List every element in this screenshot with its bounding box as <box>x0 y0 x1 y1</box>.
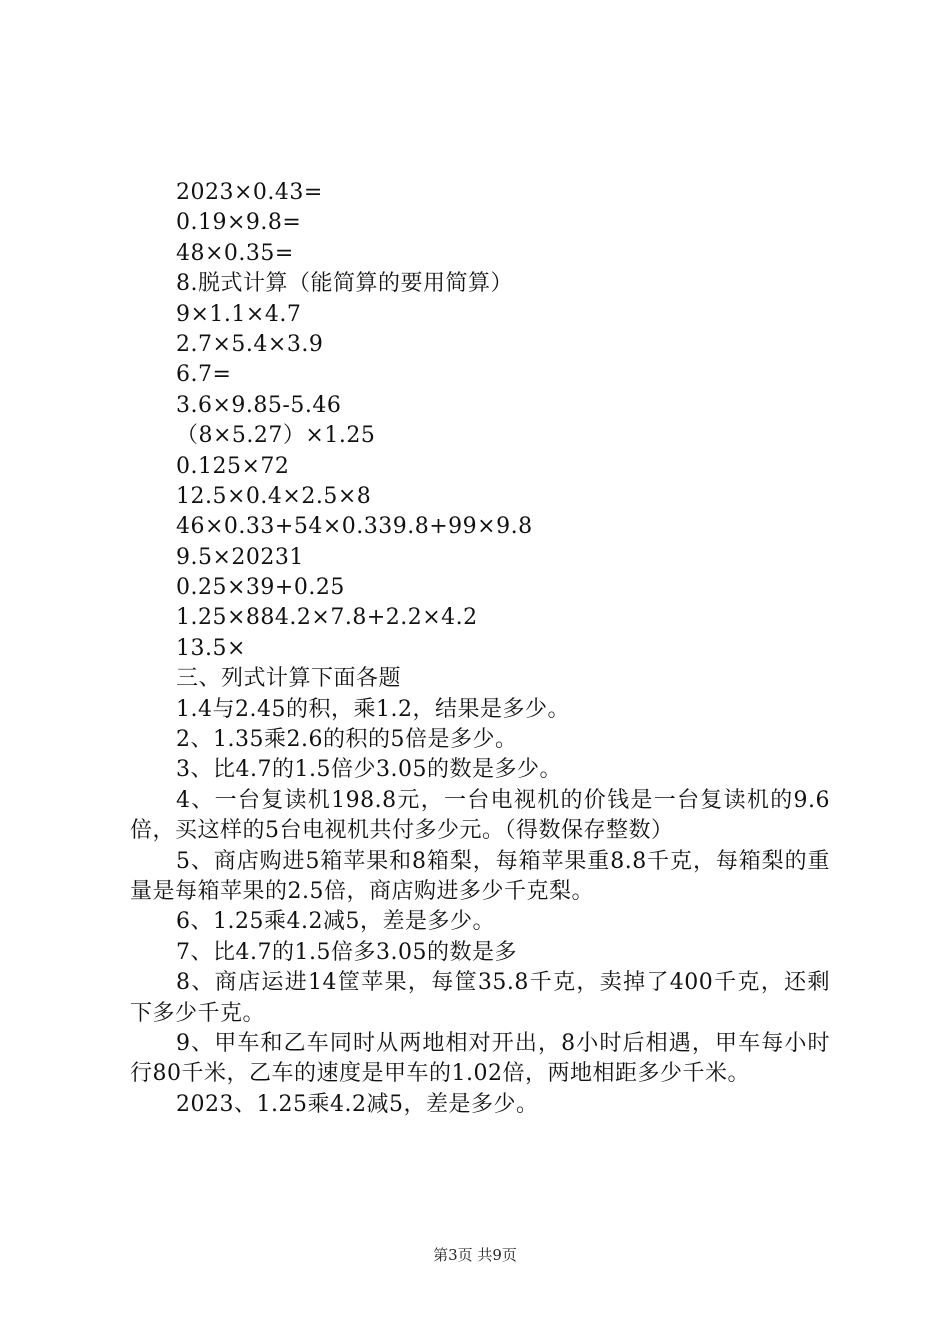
question-paragraph: 7、比4.7的1.5倍多3.05的数是多 <box>176 939 517 965</box>
question-paragraph: 6、1.25乘4.2减5，差是多少。 <box>176 909 495 935</box>
calc-line: 0.125×72 <box>176 453 290 479</box>
question-line: 1.4与2.45的积，乘1.2，结果是多少。 <box>176 696 570 722</box>
question-paragraph: 2023、1.25乘4.2减5，差是多少。 <box>176 1091 539 1117</box>
question-paragraph: 8、商店运进14筐苹果，每筐35.8千克，卖掉了400千克，还剩下多少千克。 <box>130 970 830 1026</box>
calc-line: 0.19×9.8= <box>176 210 302 236</box>
calc-line: 13.5× <box>176 635 246 661</box>
calc-line: 46×0.33+54×0.339.8+99×9.8 <box>176 514 533 540</box>
page-number-footer: 第3页 共9页 <box>433 1246 517 1264</box>
calc-line: 2.7×5.4×3.9 <box>176 331 324 357</box>
page-content <box>130 178 830 1120</box>
calc-line: 2023×0.43= <box>176 180 323 205</box>
calc-line: 12.5×0.4×2.5×8 <box>176 483 372 509</box>
section-heading: 三、列式计算下面各题 <box>176 666 402 692</box>
calc-line: 3.6×9.85-5.46 <box>176 392 342 418</box>
question-line: 2、1.35乘2.6的积的5倍是多少。 <box>176 727 518 753</box>
question-paragraph: 9、甲车和乙车同时从两地相对开出，8小时后相遇，甲车每小时行80千米，乙车的速度是甲车的1.02倍，两地相距多少千米。 <box>130 1031 830 1087</box>
section-heading: 8.脱式计算（能简算的要用简算） <box>176 271 513 297</box>
calc-line: 1.25×884.2×7.8+2.2×4.2 <box>176 605 478 631</box>
calc-line: 48×0.35= <box>176 240 294 266</box>
calc-line: 9.5×20231 <box>176 544 304 570</box>
calc-line: 6.7= <box>176 362 232 388</box>
question-paragraph: 5、商店购进5箱苹果和8箱梨，每箱苹果重8.8千克，每箱梨的重量是每箱苹果的2.5倍，商店购进多少千克梨。 <box>130 848 830 905</box>
question-paragraph: 4、一台复读机198.8元，一台电视机的价钱是一台复读机的9.6倍，买这样的5台电视机共付多少元。（得数保存整数） <box>130 787 830 844</box>
calc-line: 0.25×39+0.25 <box>176 575 345 601</box>
question-line: 3、比4.7的1.5倍少3.05的数是多少。 <box>176 757 562 783</box>
calc-line: 9×1.1×4.7 <box>176 301 302 327</box>
calc-line: （8×5.27）×1.25 <box>176 423 376 449</box>
